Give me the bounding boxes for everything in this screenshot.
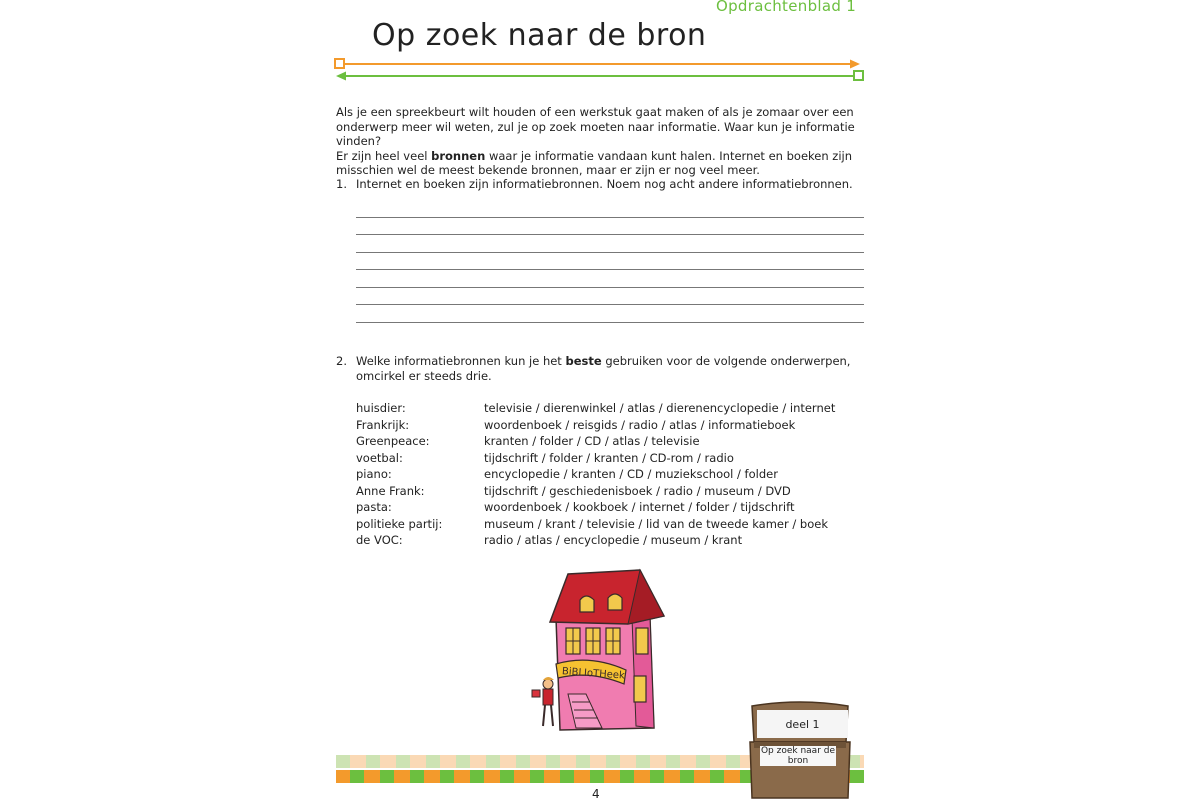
answer-line[interactable] xyxy=(356,235,864,253)
topic-options[interactable]: tijdschrift / geschiedenisboek / radio / museum / DVD xyxy=(484,483,791,498)
topic-name: pasta: xyxy=(356,500,392,514)
answer-lines[interactable] xyxy=(356,200,864,323)
answer-line[interactable] xyxy=(356,270,864,288)
answer-line[interactable] xyxy=(356,218,864,236)
page-number: 4 xyxy=(592,787,600,801)
topic-name: de VOC: xyxy=(356,533,403,547)
answer-line[interactable] xyxy=(356,305,864,323)
intro-paragraph-2: Er zijn heel veel bronnen waar je informatie vandaan kunt halen. Internet en boeken zijn misschien wel de meest bekende bronnen, maar er zijn er nog veel meer. xyxy=(336,148,853,177)
question-1 xyxy=(336,177,866,192)
topic-options[interactable]: kranten / folder / CD / atlas / televisie xyxy=(484,434,700,448)
question-2 xyxy=(336,354,866,383)
bold-best: beste xyxy=(565,354,602,368)
topic-options[interactable]: televisie / dierenwinkel / atlas / dierenencyclopedie / internet xyxy=(484,401,836,415)
answer-line[interactable] xyxy=(356,253,864,271)
title-arrows xyxy=(334,58,864,84)
topic-options[interactable]: radio / atlas / encyclopedie / museum / krant xyxy=(484,533,743,547)
topic-options[interactable]: museum / krant / televisie / lid van de tweede kamer / boek xyxy=(484,516,828,531)
topic-name: Frankrijk: xyxy=(356,417,410,432)
topic-name: politieke partij: xyxy=(356,516,443,531)
svg-text:BiBLIoTHeek: BiBLIoTHeek xyxy=(561,666,626,682)
answer-line[interactable] xyxy=(356,200,864,218)
topic-name: piano: xyxy=(356,467,392,481)
question-1-text: Internet en boeken zijn informatiebronnen. Noem nog acht andere informatiebronnen. xyxy=(356,177,853,191)
answer-line[interactable] xyxy=(356,288,864,306)
question-1-number: 1. xyxy=(336,177,347,191)
page-title: Op zoek naar de bron xyxy=(372,18,707,53)
topic-name: Greenpeace: xyxy=(356,434,430,448)
library-illustration xyxy=(528,566,678,736)
chest-subtitle: Op zoek naar de bron xyxy=(760,746,836,766)
topic-options[interactable]: tijdschrift / folder / kranten / CD-rom / radio xyxy=(484,450,734,465)
intro-text xyxy=(336,105,866,178)
intro-paragraph-1: Als je een spreekbeurt wilt houden of een werkstuk gaat maken of als je zomaar over een onderwerp meer wil weten, zul je op zoek moeten naar informatie. Waar kun je informatie vinden? xyxy=(336,105,855,148)
topic-options[interactable]: woordenboek / kookboek / internet / folder / tijdschrift xyxy=(484,500,795,514)
topic-name: Anne Frank: xyxy=(356,483,425,498)
reading-child xyxy=(532,677,554,726)
topic-options[interactable]: encyclopedie / kranten / CD / muziekschool / folder xyxy=(484,467,778,481)
topic-options[interactable]: woordenboek / reisgids / radio / atlas / informatieboek xyxy=(484,417,796,432)
topic-name: voetbal: xyxy=(356,450,403,465)
question-2-text: Welke informatiebronnen kun je het beste gebruiken voor de volgende onderwerpen, omcirkel er steeds drie. xyxy=(356,354,851,383)
chest-part-label: deel 1 xyxy=(757,710,848,738)
topic-name: huisdier: xyxy=(356,401,406,415)
bold-sources: bronnen xyxy=(431,148,486,163)
question-2-number: 2. xyxy=(336,354,347,368)
worksheet-label: Opdrachtenblad 1 xyxy=(716,0,857,15)
